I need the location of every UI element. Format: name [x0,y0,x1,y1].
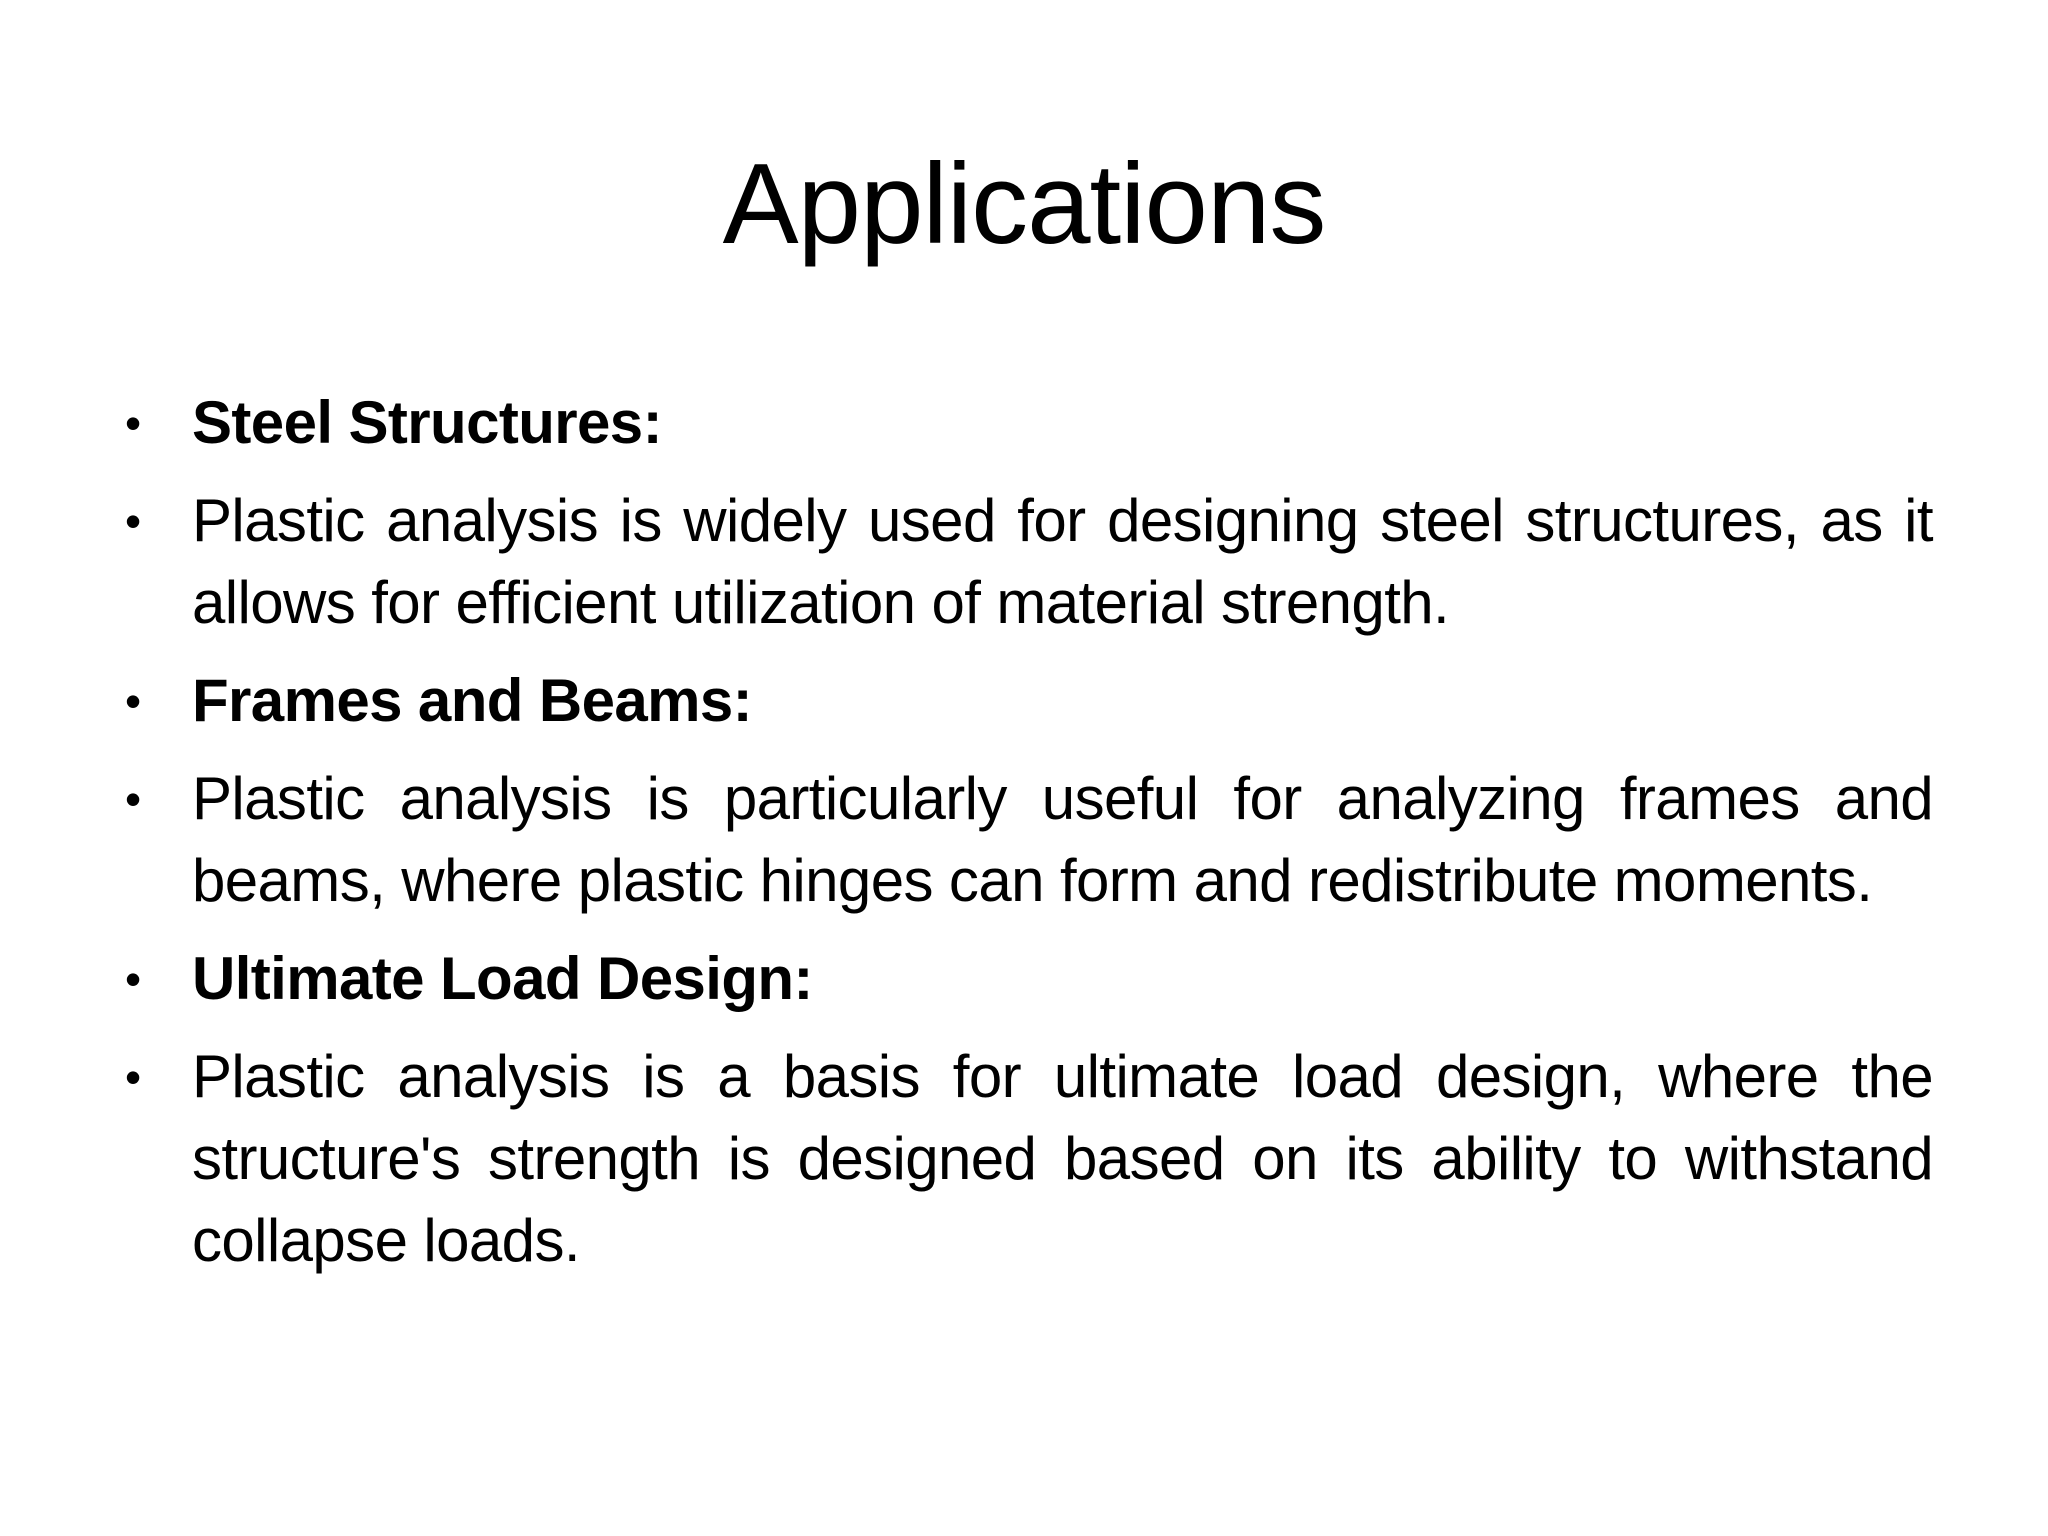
list-item-steel-structures-description [125,480,1933,644]
bullet-icon: • [125,953,141,1005]
bullet-icon: • [125,1051,141,1103]
bullet-icon: • [125,675,141,727]
list-item-frames-and-beams-description [125,758,1933,922]
bullet-icon: • [125,495,141,547]
bullet-icon: • [125,773,141,825]
list-item-text: Frames and Beams: [192,667,753,734]
list-item-ultimate-load-design-description [125,1036,1933,1282]
list-item-text: Plastic analysis is widely used for designing steel structures, as it allows for efficient utilization of material strength. [192,487,1933,636]
slide-title: Applications [722,141,1326,268]
list-item-frames-and-beams-heading [125,660,1933,742]
list-item-text: Plastic analysis is a basis for ultimate load design, where the structure's strength is designed based on its ability to withstand collapse loads. [192,1043,1933,1274]
list-item-text: Steel Structures: [192,389,662,456]
list-item-text: Plastic analysis is particularly useful for analyzing frames and beams, where plastic hinges can form and redistribute moments. [192,765,1933,914]
bullet-list [125,382,1933,1282]
list-item-text: Ultimate Load Design: [192,945,813,1012]
list-item-steel-structures-heading [125,382,1933,464]
bullet-icon: • [125,397,141,449]
list-item-ultimate-load-design-heading [125,938,1933,1020]
